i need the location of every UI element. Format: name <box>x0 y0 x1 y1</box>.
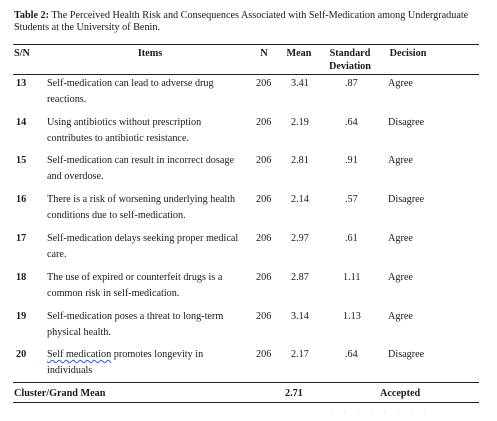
row-sn: 20 <box>16 349 27 360</box>
row-mean: 2.14 <box>291 194 309 205</box>
row-mean: 2.87 <box>291 272 309 283</box>
row-item-rest: promotes longevity in individuals <box>47 349 204 376</box>
header-sn: S/N <box>14 48 30 59</box>
row-n: 206 <box>256 311 272 322</box>
header-items: Items <box>137 48 163 59</box>
row-item: There is a risk of worsening underlying health conditions due to self-medication. <box>47 194 236 221</box>
row-sn: 18 <box>16 272 27 283</box>
row-sd: 1.13 <box>343 311 361 322</box>
row-sn: 15 <box>16 155 27 166</box>
row-n: 206 <box>256 233 272 244</box>
row-sd: .64 <box>345 349 358 360</box>
grand-mean-value: 2.71 <box>285 388 303 399</box>
row-decision: Disagree <box>388 349 425 360</box>
row-item <box>47 347 247 378</box>
row-n: 206 <box>256 349 272 360</box>
faded-bleed-through: · · · · · · · · <box>330 408 430 418</box>
header-sd-line1: Standard <box>329 48 371 59</box>
row-sd: .61 <box>345 233 358 244</box>
row-n: 206 <box>256 117 272 128</box>
row-decision: Agree <box>388 233 413 244</box>
bottom-rule <box>13 402 479 403</box>
caption-text: The Perceived Health Risk and Consequences Associated with Self-Medication among Undergraduate Students at the University of Benin. <box>14 10 469 33</box>
row-sn: 13 <box>16 78 27 89</box>
row-sd: .87 <box>345 78 358 89</box>
row-sd: .57 <box>345 194 358 205</box>
row-item: Self-medication can result in incorrect dosage and overdose. <box>47 155 234 182</box>
header-sd <box>322 47 378 73</box>
row-sn: 19 <box>16 311 27 322</box>
header-sd-line2: Deviation <box>329 61 371 72</box>
header-mean: Mean <box>286 48 312 59</box>
row-item: Using antibiotics without prescription contributes to antibiotic resistance. <box>47 117 202 144</box>
top-rule <box>13 44 479 45</box>
row-n: 206 <box>256 194 272 205</box>
row-sd: .91 <box>345 155 358 166</box>
row-sn: 16 <box>16 194 27 205</box>
row-item: The use of expired or counterfeit drugs is a common risk in self-medication. <box>47 272 223 299</box>
caption-label: Table 2: <box>14 10 50 21</box>
row-n: 206 <box>256 272 272 283</box>
table-caption <box>14 10 484 34</box>
row-item: Self-medication can lead to adverse drug reactions. <box>47 78 214 105</box>
footer-top-rule <box>13 382 479 383</box>
row-sd: .64 <box>345 117 358 128</box>
spellcheck-underlined-text: Self medication <box>47 349 112 360</box>
row-n: 206 <box>256 155 272 166</box>
header-rule <box>13 74 479 75</box>
footer-label: Cluster/Grand Mean <box>14 388 106 399</box>
header-decision: Decision <box>389 48 427 59</box>
row-sd: 1.11 <box>343 272 361 283</box>
row-mean: 2.17 <box>291 349 309 360</box>
row-mean: 2.81 <box>291 155 309 166</box>
row-item: Self-medication delays seeking proper medical care. <box>47 233 239 260</box>
row-sn: 17 <box>16 233 27 244</box>
row-item: Self-medication poses a threat to long-term physical health. <box>47 311 224 338</box>
footer-decision: Accepted <box>380 388 421 399</box>
row-mean: 3.41 <box>291 78 309 89</box>
header-n: N <box>260 48 268 59</box>
row-decision: Agree <box>388 272 413 283</box>
row-decision: Agree <box>388 155 413 166</box>
row-sn: 14 <box>16 117 27 128</box>
row-n: 206 <box>256 78 272 89</box>
row-mean: 2.97 <box>291 233 309 244</box>
row-decision: Disagree <box>388 194 425 205</box>
row-decision: Disagree <box>388 117 425 128</box>
row-decision: Agree <box>388 311 413 322</box>
row-decision: Agree <box>388 78 413 89</box>
row-mean: 2.19 <box>291 117 309 128</box>
row-mean: 3.14 <box>291 311 309 322</box>
